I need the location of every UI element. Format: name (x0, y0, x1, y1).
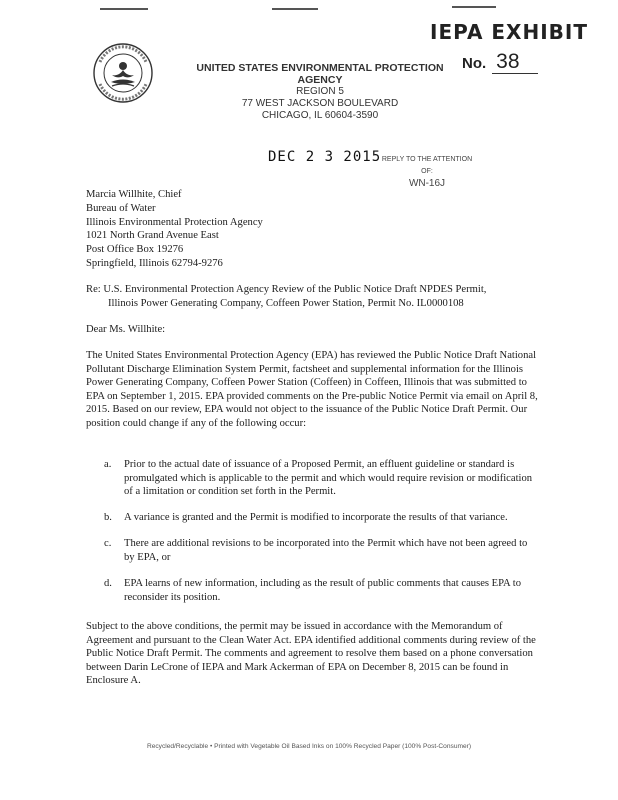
date-stamp: DEC 2 3 2015 (268, 149, 382, 165)
epa-seal-icon (92, 42, 154, 104)
scan-artifact (272, 8, 318, 10)
letterhead-region: REGION 5 (296, 86, 344, 97)
list-letter: c. (104, 538, 112, 549)
condition-item-d (104, 577, 540, 604)
list-text: There are additional revisions to be incorporated into the Permit which have not been agreed to by EPA, or (124, 538, 528, 563)
list-letter: d. (104, 578, 112, 589)
condition-item-a (104, 458, 540, 499)
list-text: EPA learns of new information, including as the result of public comments that causes EPA to reconsider its position. (124, 578, 522, 603)
body-paragraph-1: The United States Environmental Protection Agency (EPA) has reviewed the Public Notice Draft National Pollutant Discharge Elimination System Permit, factsheet and supplemental information for the Illinois Power Generating Company, Coffeen Power Station (Coffeen) in Coffeen, Illinois that was submitted to EPA on September 1, 2015. EPA provided comments on the Pre-public Notice Permit via email on April 8, 2015. Based on our review, EPA would not object to the issuance of the Public Notice Draft Permit. Our position could change if any of the following occur: (86, 350, 538, 429)
recipient-agency: Illinois Environmental Protection Agency (86, 216, 263, 228)
condition-item-b (104, 511, 540, 525)
reply-to-code: WN-16J (408, 178, 446, 189)
reply-to-label: REPLY TO THE ATTENTION OF: (381, 156, 473, 175)
condition-item-c (104, 537, 540, 564)
exhibit-number-value: 38 (492, 50, 537, 74)
recipient-po-box: Post Office Box 19276 (86, 244, 184, 256)
exhibit-stamp (430, 20, 588, 44)
reply-to-block (377, 154, 477, 190)
list-text: Prior to the actual date of issuance of a Proposed Permit, an effluent guideline or standard is promulgated which is applicable to the permit and which would require revision or modification of a limitation or condition set forth in the Permit. (124, 459, 533, 498)
letterhead-agency: UNITED STATES ENVIRONMENTAL PROTECTION AGENCY (196, 62, 444, 86)
letterhead (175, 62, 465, 122)
recipient-street: 1021 North Grand Avenue East (86, 230, 219, 242)
list-letter: a. (104, 459, 112, 470)
exhibit-no-label: No. (462, 55, 487, 72)
recycled-footer: Recycled/Recyclable • Printed with Vegetable Oil Based Inks on 100% Recycled Paper (100% Post-Consumer) (146, 743, 472, 750)
list-text: A variance is granted and the Permit is modified to incorporate the results of that variance. (124, 512, 508, 523)
scan-artifact (100, 8, 148, 10)
salutation: Dear Ms. Willhite: (86, 324, 166, 335)
list-letter: b. (104, 512, 112, 523)
letterhead-city: CHICAGO, IL 60604-3590 (261, 110, 379, 121)
recipient-bureau: Bureau of Water (86, 202, 156, 214)
exhibit-title: IEPA EXHIBIT (430, 20, 588, 44)
subject-line-2: Illinois Power Generating Company, Coffeen Power Station, Permit No. IL0000108 (108, 297, 464, 309)
subject-line-1: Re: U.S. Environmental Protection Agency Review of the Public Notice Draft NPDES Permit, (86, 284, 487, 295)
recipient-city: Springfield, Illinois 62794-9276 (86, 257, 223, 269)
exhibit-number (462, 50, 538, 74)
scan-artifact (452, 6, 496, 8)
subject-line (86, 283, 541, 310)
recipient-name: Marcia Willhite, Chief (86, 189, 182, 200)
recipient-address (86, 188, 541, 271)
letterhead-street: 77 WEST JACKSON BOULEVARD (241, 98, 399, 109)
body-paragraph-2: Subject to the above conditions, the permit may be issued in accordance with the Memorandum of Agreement and pursuant to the Clean Water Act. EPA identified additional comments during review of the Public Notice Draft Permit. The comments and agreement to resolve them based on a phone conversation between Darin LeCrone of IEPA and Mark Ackerman of EPA on December 8, 2015 can be found in Enclosure A. (86, 621, 536, 687)
